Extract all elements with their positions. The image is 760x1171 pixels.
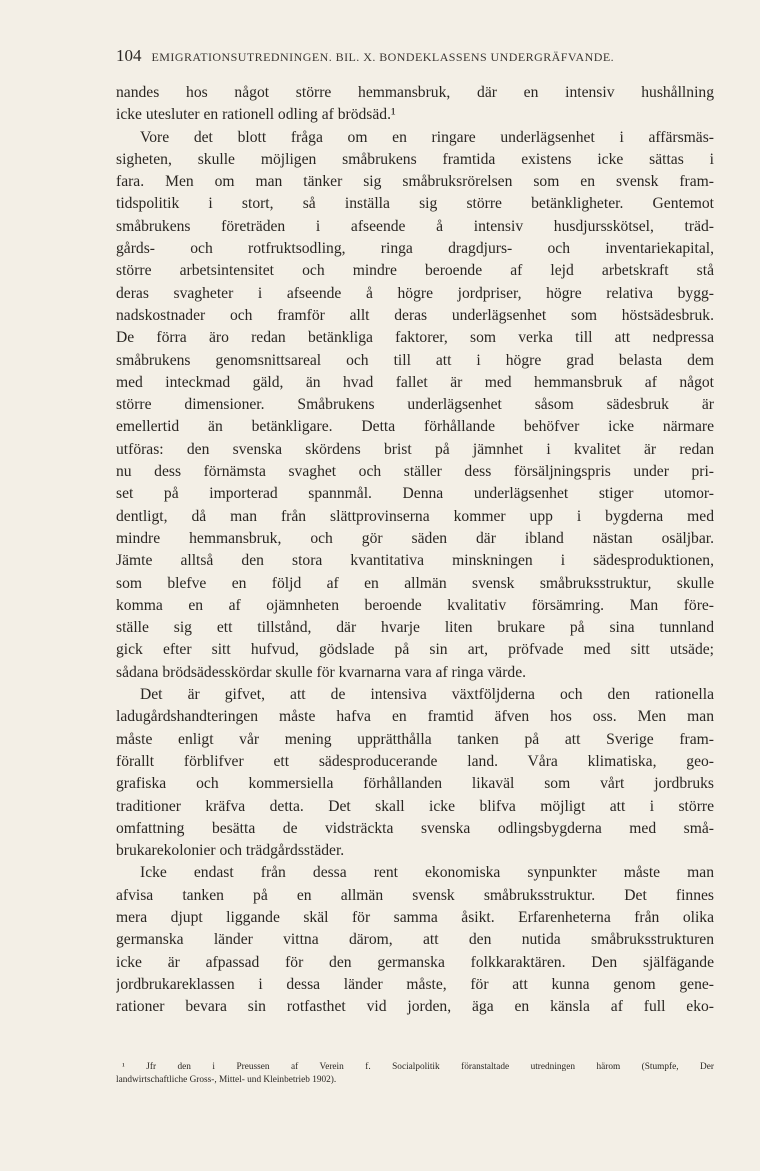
- text-line: Vore det blott fråga om en ringare underlägsenhet i affärsmäs-: [140, 128, 714, 146]
- text-line: grafiska och kommersiella förhållanden likaväl som vårt jordbruks: [116, 775, 714, 793]
- text-line: med inteckmad gäld, än hvad fallet är med hemmansbruk af något: [116, 373, 714, 391]
- text-line: rationer bevara sin rotfasthet vid jorden, äga en känsla af full eko-: [116, 998, 714, 1016]
- text-line: Jämte alltså den stora kvantitativa minskningen i sädesproduktionen,: [116, 552, 714, 570]
- footnote-line: ¹ Jfr den i Preussen af Verein f. Socialpolitik föranstaltade utredningen härom (Stumpfe, Der: [122, 1062, 714, 1072]
- page-number: 104: [116, 46, 142, 65]
- text-line: De förra äro redan betänkliga faktorer, som verka till att nedpressa: [116, 329, 714, 347]
- text-line: mindre hemmansbruk, och gör säden där ibland nästan osäljbar.: [116, 529, 714, 547]
- text-line: mera djupt liggande skäl för samma åsikt. Erfarenheterna från olika: [116, 908, 714, 926]
- footnotes: [116, 1061, 714, 1087]
- text-line: småbrukens genomsnittsareal och till att i högre grad belasta dem: [116, 351, 714, 369]
- text-line: komma en af ojämnheten beroende kvalitativ försämring. Man före-: [116, 596, 714, 614]
- text-line: deras svagheter i afseende å högre jordpriser, högre relativa bygg-: [116, 284, 714, 302]
- text-line: omfattning besätta de vidsträckta svenska odlingsbygderna med små-: [116, 819, 714, 837]
- text-line: brukarekolonier och trädgårdsstäder.: [116, 842, 345, 860]
- text-line: gick efter sitt hufvud, gödslade på sin art, pröfvade med sitt utsäde;: [116, 641, 714, 659]
- text-line: afvisa tanken på en allmän svensk småbruksstruktur. Det finnes: [116, 886, 714, 904]
- text-line: sigheten, skulle möjligen småbrukens framtida existens icke sättas i: [116, 150, 714, 168]
- text-line: fara. Men om man tänker sig småbruksrörelsen som en svensk fram-: [116, 173, 714, 191]
- footnote-line: landwirtschaftliche Gross-, Mittel- und Kleinbetrieb 1902).: [116, 1075, 337, 1085]
- text-line: Det är gifvet, att de intensiva växtföljderna och den rationella: [140, 686, 714, 704]
- body-text: [116, 82, 714, 1018]
- text-line: som blefve en följd af en allmän svensk småbruksstruktur, skulle: [116, 574, 714, 592]
- running-title: EMIGRATIONSUTREDNINGEN. BIL. X. BONDEKLASSENS UNDERGRÄFVANDE.: [151, 50, 615, 64]
- text-line: större dimensioner. Småbrukens underlägsenhet såsom sädesbruk är: [116, 396, 714, 414]
- text-line: emellertid än betänkligare. Detta förhållande behöfver icke närmare: [116, 418, 714, 436]
- text-line: tidspolitik i stort, så inställa sig större betänkligheter. Gentemot: [116, 195, 714, 213]
- text-line: förallt förblifver ett sädesproducerande land. Våra klimatiska, geo-: [116, 752, 714, 770]
- text-line: utföras: den svenska skördens brist på jämnhet i kvalitet är redan: [116, 440, 714, 458]
- running-header: [116, 46, 716, 66]
- text-line: nadskostnader och framför allt deras underlägsenhet som höstsädesbruk.: [116, 306, 714, 324]
- text-line: germanska länder vittna därom, att den nutida småbruksstrukturen: [116, 931, 714, 949]
- text-line: set på importerad spannmål. Denna underlägsenhet stiger utomor-: [116, 485, 714, 503]
- text-line: icke utesluter en rationell odling af brödsäd.¹: [116, 106, 396, 124]
- text-line: dentligt, då man från slättprovinserna kommer upp i bygderna med: [116, 507, 714, 525]
- text-line: större arbetsintensitet och mindre beroende af lejd arbetskraft stå: [116, 262, 714, 280]
- text-line: ladugårdshandteringen måste hafva en framtid äfven hos oss. Men man: [116, 708, 714, 726]
- text-line: traditioner kräfva detta. Det skall icke blifva möjligt att i större: [116, 797, 714, 815]
- text-line: gårds- och rotfruktsodling, ringa dragdjurs- och inventariekapital,: [116, 240, 714, 258]
- text-line: icke är afpassad för den germanska folkkaraktären. Den själfägande: [116, 953, 714, 971]
- text-line: ställe sig ett tillstånd, där hvarje liten brukare på sina tunnland: [116, 619, 714, 637]
- text-line: nu dess förnämsta svaghet och ställer dess försäljningspris under pri-: [116, 463, 714, 481]
- text-line: jordbrukareklassen i dessa länder måste, för att kunna genom gene-: [116, 975, 714, 993]
- text-line: Icke endast från dessa rent ekonomiska synpunkter måste man: [140, 864, 714, 882]
- text-line: måste enligt vår mening upprätthålla tanken på att Sverige fram-: [116, 730, 714, 748]
- text-line: småbrukens företräden i afseende å intensiv husdjursskötsel, träd-: [116, 217, 714, 235]
- text-line: nandes hos något större hemmansbruk, där en intensiv hushållning: [116, 84, 714, 101]
- text-line: sådana brödsädesskördar skulle för kvarnarna vara af ringa värde.: [116, 663, 527, 681]
